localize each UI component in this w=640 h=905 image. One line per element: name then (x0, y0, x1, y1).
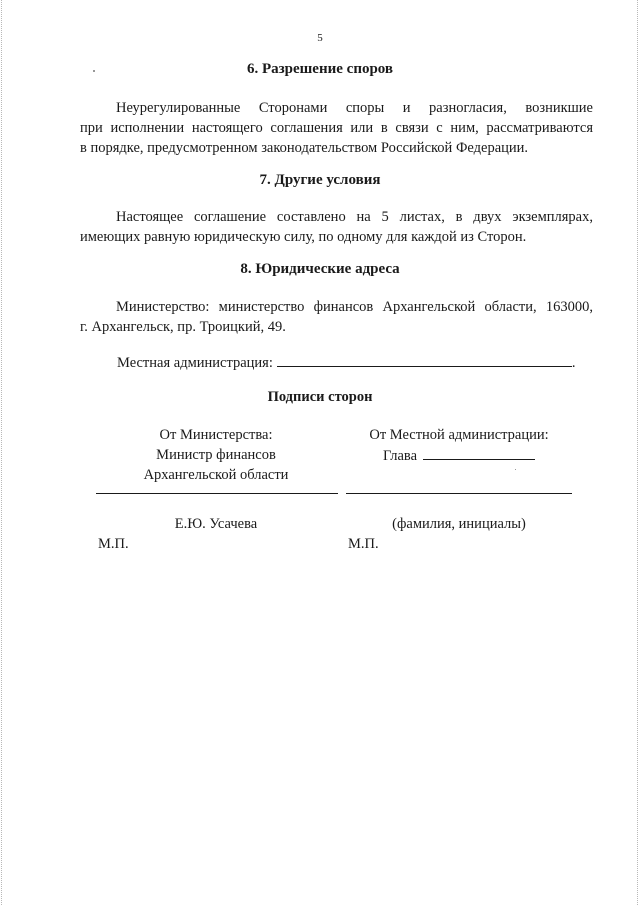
paragraph-line: Неурегулированные Сторонами споры и разногласия, возникшие (116, 100, 593, 116)
ministry-line-1: От Министерства: (159, 427, 273, 443)
section-8-paragraph (80, 297, 593, 337)
local-admin-end: . (571, 355, 576, 371)
local-admin-glava (346, 445, 572, 466)
local-admin-line-1: От Местной администрации: (369, 427, 549, 443)
local-admin-address (117, 352, 576, 372)
glava-blank-line (423, 445, 535, 460)
paragraph-line: имеющих равную юридическую силу, по одному для каждой из Сторон. (80, 229, 527, 245)
local-admin-stamp-place: М.П. (348, 536, 379, 552)
local-admin-blank-line (277, 352, 572, 367)
signature-block-local-admin (346, 425, 572, 466)
section-8-heading: 8. Юридические адреса (240, 261, 400, 277)
page-number: 5 (317, 32, 323, 44)
scan-edge-right (637, 0, 638, 905)
section-7-paragraph (80, 207, 593, 247)
scan-edge-left (1, 0, 2, 905)
ministry-line-2: Министр финансов (156, 447, 276, 463)
section-7-heading: 7. Другие условия (259, 172, 381, 188)
ministry-stamp-place: М.П. (98, 536, 129, 552)
section-6-heading: 6. Разрешение споров (246, 61, 394, 77)
paragraph-line: в порядке, предусмотренном законодательством Российской Федерации. (80, 140, 529, 156)
paragraph-line: при исполнении настоящего соглашения или в связи с ним, рассматриваются (80, 120, 593, 136)
paragraph-line: г. Архангельск, пр. Троицкий, 49. (80, 319, 286, 335)
glava-label: Глава (382, 448, 418, 464)
paragraph-line: Министерство: министерство финансов Архангельской области, 163000, (116, 299, 593, 315)
ministry-line-3: Архангельской области (143, 467, 289, 483)
scan-speck (515, 469, 516, 470)
ministry-signatory-name: Е.Ю. Усачева (174, 516, 258, 532)
local-admin-signature-line (346, 493, 572, 494)
signature-block-ministry (96, 425, 336, 485)
paragraph-line: Настоящее соглашение составлено на 5 листах, в двух экземплярах, (116, 209, 593, 225)
local-admin-label: Местная администрация: (117, 355, 273, 371)
section-6-paragraph (80, 98, 593, 158)
ministry-signature-line (96, 493, 338, 494)
local-admin-signatory-name: (фамилия, инициалы) (392, 516, 526, 532)
signatures-heading: Подписи сторон (267, 389, 373, 405)
